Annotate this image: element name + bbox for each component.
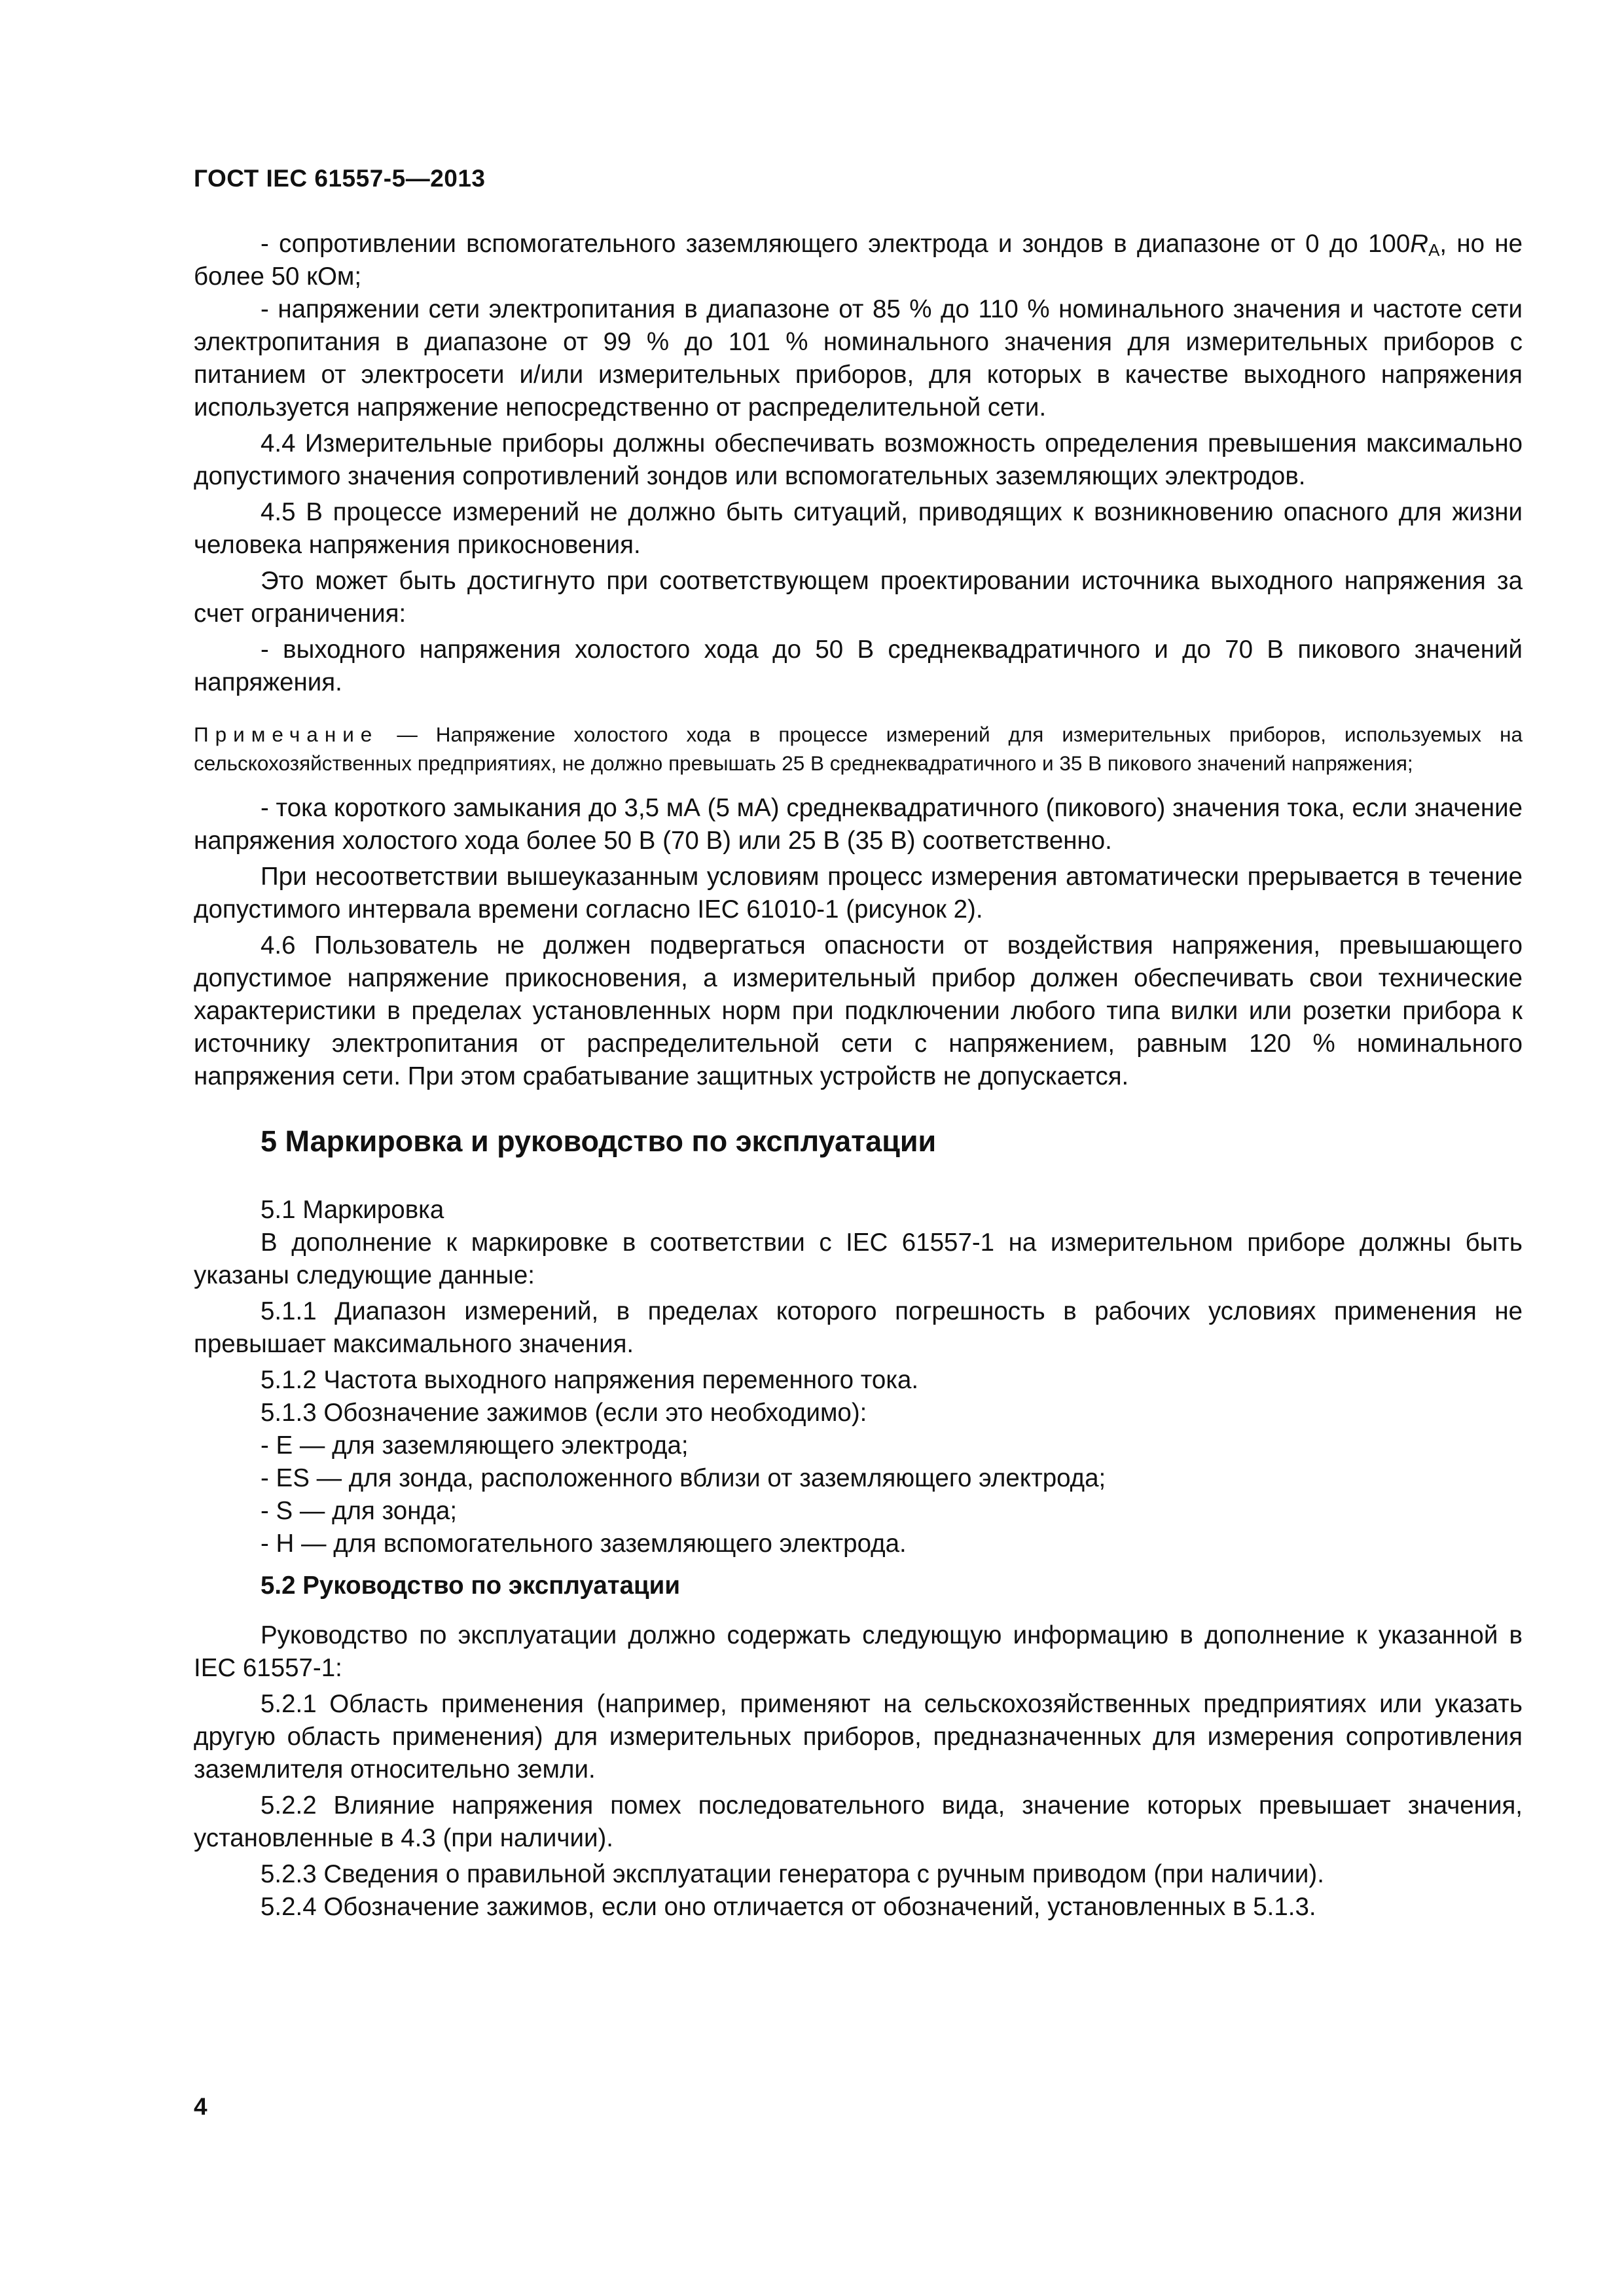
- paragraph-supply-voltage: - напряжении сети электропитания в диапазоне от 85 % до 110 % номинального значения и частоте сети электропитания в диапазоне от 99 % до 101 % номинального значения для измерительных приборов с питанием от электросети и/или измерительных приборов, для которых в качестве выходного напряжения используется напряжение непосредственно от распределительной сети.: [194, 295, 1523, 422]
- note-label: Примечание: [194, 723, 379, 746]
- text-run: - сопротивлении вспомогательного заземляющего электрода и зондов в диапазоне от 0 до 100: [261, 230, 1411, 258]
- paragraph-resistance-range: [194, 228, 1523, 293]
- paragraph-5-2-2: 5.2.2 Влияние напряжения помех последовательного вида, значение которых превышает значения, установленные в 4.3 (при наличии).: [194, 1791, 1523, 1852]
- list-item-h: - H — для вспомогательного заземляющего электрода.: [261, 1530, 907, 1558]
- subsection-5-2-heading: 5.2 Руководство по эксплуатации: [261, 1571, 681, 1600]
- paragraph-4-4: 4.4 Измерительные приборы должны обеспечивать возможность определения превышения максимально допустимого значения сопротивлений зондов или вспомогательных заземляющих электродов.: [194, 429, 1523, 490]
- paragraph-5-1-intro: В дополнение к маркировке в соответствии с IEC 61557-1 на измерительном приборе должны быть указаны следующие данные:: [194, 1229, 1523, 1289]
- body-text: [194, 228, 1523, 1924]
- paragraph-open-circuit-voltage: - выходного напряжения холостого хода до 50 В среднеквадратичного и до 70 В пикового значений напряжения.: [194, 636, 1523, 696]
- paragraph-5-1-1: 5.1.1 Диапазон измерений, в пределах которого погрешность в рабочих условиях применения не превышает максимального значения.: [194, 1297, 1523, 1358]
- list-item-e: - E — для заземляющего электрода;: [261, 1431, 689, 1460]
- paragraph-5-2-intro: Руководство по эксплуатации должно содержать следующую информацию в дополнение к указанной в IEC 61557-1:: [194, 1621, 1523, 1682]
- page-number: 4: [194, 2093, 208, 2120]
- list-item-s: - S — для зонда;: [261, 1497, 458, 1525]
- paragraph-5-2-4: 5.2.4 Обозначение зажимов, если оно отличается от обозначений, установленных в 5.1.3.: [261, 1893, 1316, 1921]
- subsection-5-1-title: 5.1 Маркировка: [261, 1196, 444, 1224]
- paragraph-auto-interrupt: При несоответствии вышеуказанным условиям процесс измерения автоматически прерывается в течение допустимого интервала времени согласно IEC 61010-1 (рисунок 2).: [194, 863, 1523, 924]
- paragraph-4-5: 4.5 В процессе измерений не должно быть ситуаций, приводящих к возникновению опасного для жизни человека напряжения прикосновения.: [194, 498, 1523, 559]
- paragraph-5-1-3: 5.1.3 Обозначение зажимов (если это необходимо):: [261, 1399, 867, 1427]
- note: [194, 720, 1523, 778]
- note-text: — Напряжение холостого хода в процессе измерений для измерительных приборов, используемых на сельскохозяйственных предприятиях, не должно превышать 25 В среднеквадратичного и 35 В пикового значений напряжения;: [194, 723, 1523, 775]
- paragraph-5-2-1: 5.2.1 Область применения (например, применяют на сельскохозяйственных предприятиях или указать другую область применения) для измерительных приборов, предназначенных для измерения сопротивления заземлителя относительно земли.: [194, 1690, 1523, 1784]
- list-item-es: - ES — для зонда, расположенного вблизи от заземляющего электрода;: [261, 1464, 1106, 1492]
- running-header: ГОСТ IEC 61557-5—2013: [194, 165, 486, 192]
- paragraph-short-circuit-current: - тока короткого замыкания до 3,5 мА (5 мА) среднеквадратичного (пикового) значения тока, если значение напряжения холостого хода более 50 В (70 В) или 25 В (35 В) соответственно.: [194, 794, 1523, 855]
- text-run: , но не более 50 кОм;: [194, 230, 1523, 291]
- paragraph-5-1-2: 5.1.2 Частота выходного напряжения переменного тока.: [261, 1366, 919, 1394]
- variable-r: R: [1410, 230, 1429, 258]
- section-5-heading: 5 Маркировка и руководство по эксплуатации: [261, 1124, 937, 1158]
- paragraph-4-6: 4.6 Пользователь не должен подвергаться опасности от воздействия напряжения, превышающего допустимое напряжение прикосновения, а измерительный прибор должен обеспечивать свои технические характеристики в пределах установленных норм при подключении любого типа вилки или розетки прибора к источнику электропитания от распределительной сети с напряжением, равным 120 % номинального напряжения сети. При этом срабатывание защитных устройств не допускается.: [194, 931, 1523, 1090]
- paragraph-limitation-intro: Это может быть достигнуто при соответствующем проектировании источника выходного напряжения за счет ограничения:: [194, 567, 1523, 628]
- variable-subscript: А: [1428, 240, 1440, 260]
- paragraph-5-2-3: 5.2.3 Сведения о правильной эксплуатации генератора с ручным приводом (при наличии).: [261, 1860, 1324, 1888]
